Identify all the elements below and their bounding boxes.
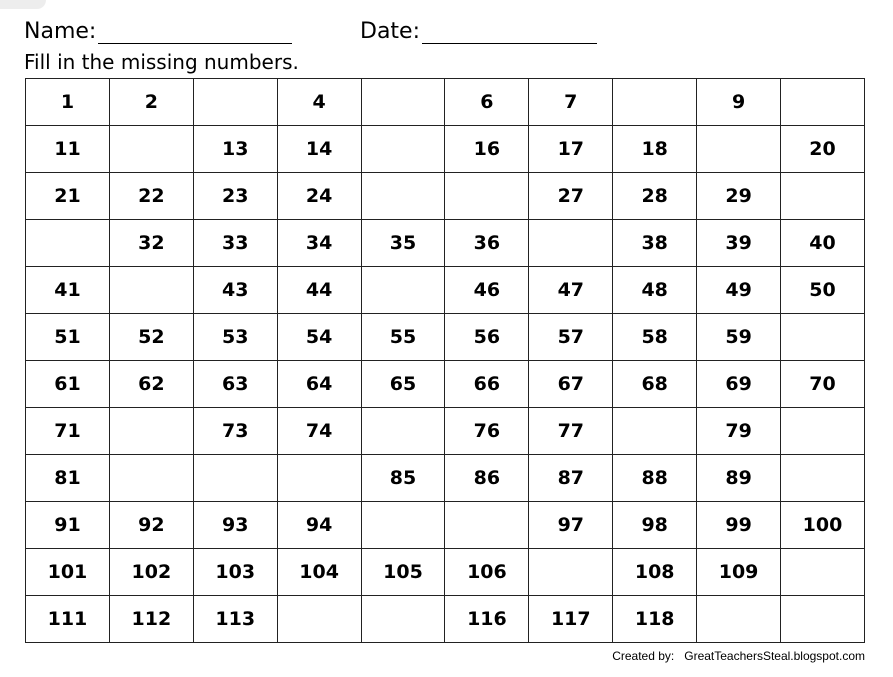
grid-cell-blank[interactable]: [361, 126, 445, 173]
grid-cell: 108: [613, 549, 697, 596]
grid-cell: 52: [109, 314, 193, 361]
grid-row: [26, 173, 865, 220]
grid-cell: 116: [445, 596, 529, 643]
grid-cell: 58: [613, 314, 697, 361]
grid-cell: 57: [529, 314, 613, 361]
grid-cell: 104: [277, 549, 361, 596]
grid-cell: 44: [277, 267, 361, 314]
grid-cell: 101: [26, 549, 110, 596]
grid-cell: 34: [277, 220, 361, 267]
grid-cell: 71: [26, 408, 110, 455]
grid-cell-blank[interactable]: [613, 79, 697, 126]
grid-cell: 33: [193, 220, 277, 267]
grid-cell: 11: [26, 126, 110, 173]
grid-cell-blank[interactable]: [109, 126, 193, 173]
grid-cell: 62: [109, 361, 193, 408]
grid-cell: 117: [529, 596, 613, 643]
grid-cell-blank[interactable]: [26, 220, 110, 267]
grid-cell-blank[interactable]: [361, 173, 445, 220]
name-field[interactable]: [24, 20, 292, 44]
grid-cell: 49: [697, 267, 781, 314]
grid-row: [26, 79, 865, 126]
grid-cell: 102: [109, 549, 193, 596]
corner-tab-decoration: [0, 0, 46, 9]
grid-cell-blank[interactable]: [529, 220, 613, 267]
grid-cell: 111: [26, 596, 110, 643]
grid-cell: 27: [529, 173, 613, 220]
grid-cell: 74: [277, 408, 361, 455]
grid-cell-blank[interactable]: [109, 267, 193, 314]
grid-cell-blank[interactable]: [781, 173, 865, 220]
grid-cell-blank[interactable]: [277, 455, 361, 502]
grid-cell: 99: [697, 502, 781, 549]
grid-cell: 67: [529, 361, 613, 408]
grid-cell: 70: [781, 361, 865, 408]
grid-cell: 103: [193, 549, 277, 596]
grid-cell-blank[interactable]: [361, 408, 445, 455]
grid-cell: 21: [26, 173, 110, 220]
grid-cell: 2: [109, 79, 193, 126]
grid-cell: 97: [529, 502, 613, 549]
grid-cell: 118: [613, 596, 697, 643]
name-blank-line[interactable]: [98, 21, 292, 44]
grid-cell: 22: [109, 173, 193, 220]
grid-cell-blank[interactable]: [781, 596, 865, 643]
grid-row: [26, 361, 865, 408]
grid-cell: 106: [445, 549, 529, 596]
grid-cell: 66: [445, 361, 529, 408]
grid-row: [26, 314, 865, 361]
number-grid: [25, 78, 865, 643]
grid-cell: 69: [697, 361, 781, 408]
grid-cell-blank[interactable]: [781, 314, 865, 361]
grid-cell: 77: [529, 408, 613, 455]
grid-cell: 28: [613, 173, 697, 220]
grid-row: [26, 126, 865, 173]
grid-cell: 36: [445, 220, 529, 267]
grid-cell: 88: [613, 455, 697, 502]
grid-cell: 98: [613, 502, 697, 549]
grid-row: [26, 220, 865, 267]
grid-cell: 68: [613, 361, 697, 408]
credit-site: GreatTeachersSteal.blogspot.com: [684, 649, 865, 663]
grid-cell: 48: [613, 267, 697, 314]
grid-cell-blank[interactable]: [361, 502, 445, 549]
grid-cell: 17: [529, 126, 613, 173]
instructions-text: Fill in the missing numbers.: [24, 50, 299, 74]
grid-cell-blank[interactable]: [109, 408, 193, 455]
grid-cell: 87: [529, 455, 613, 502]
date-blank-line[interactable]: [422, 21, 597, 44]
grid-cell: 86: [445, 455, 529, 502]
grid-cell-blank[interactable]: [781, 549, 865, 596]
grid-cell: 93: [193, 502, 277, 549]
grid-cell: 13: [193, 126, 277, 173]
grid-row: [26, 455, 865, 502]
grid-cell: 94: [277, 502, 361, 549]
date-field[interactable]: [360, 20, 597, 44]
grid-cell: 113: [193, 596, 277, 643]
grid-cell-blank[interactable]: [529, 549, 613, 596]
grid-cell-blank[interactable]: [445, 502, 529, 549]
grid-cell: 92: [109, 502, 193, 549]
grid-cell: 20: [781, 126, 865, 173]
grid-cell-blank[interactable]: [445, 173, 529, 220]
grid-cell: 23: [193, 173, 277, 220]
grid-cell: 24: [277, 173, 361, 220]
grid-cell: 38: [613, 220, 697, 267]
grid-cell: 7: [529, 79, 613, 126]
grid-cell: 54: [277, 314, 361, 361]
grid-cell-blank[interactable]: [277, 596, 361, 643]
grid-cell: 1: [26, 79, 110, 126]
grid-row: [26, 502, 865, 549]
grid-cell-blank[interactable]: [193, 455, 277, 502]
grid-cell-blank[interactable]: [613, 408, 697, 455]
date-label: Date:: [360, 19, 420, 44]
grid-cell: 40: [781, 220, 865, 267]
grid-cell: 53: [193, 314, 277, 361]
grid-cell: 32: [109, 220, 193, 267]
grid-cell: 6: [445, 79, 529, 126]
grid-cell: 43: [193, 267, 277, 314]
grid-row: [26, 267, 865, 314]
grid-cell-blank[interactable]: [781, 455, 865, 502]
grid-cell: 39: [697, 220, 781, 267]
grid-cell-blank[interactable]: [697, 596, 781, 643]
grid-cell: 46: [445, 267, 529, 314]
grid-cell-blank[interactable]: [361, 79, 445, 126]
grid-cell-blank[interactable]: [361, 596, 445, 643]
grid-cell-blank[interactable]: [781, 408, 865, 455]
grid-cell: 59: [697, 314, 781, 361]
grid-cell: 81: [26, 455, 110, 502]
header-fields: [24, 20, 624, 46]
grid-cell: 61: [26, 361, 110, 408]
grid-cell-blank[interactable]: [193, 79, 277, 126]
credit-line: [612, 649, 865, 663]
grid-cell: 91: [26, 502, 110, 549]
grid-cell: 18: [613, 126, 697, 173]
grid-cell: 89: [697, 455, 781, 502]
grid-cell: 76: [445, 408, 529, 455]
grid-cell-blank[interactable]: [781, 79, 865, 126]
grid-cell: 16: [445, 126, 529, 173]
grid-cell: 112: [109, 596, 193, 643]
grid-cell: 4: [277, 79, 361, 126]
grid-row: [26, 408, 865, 455]
grid-cell: 55: [361, 314, 445, 361]
grid-cell: 100: [781, 502, 865, 549]
grid-cell: 35: [361, 220, 445, 267]
grid-cell: 50: [781, 267, 865, 314]
grid-cell-blank[interactable]: [109, 455, 193, 502]
grid-cell: 65: [361, 361, 445, 408]
grid-cell-blank[interactable]: [697, 126, 781, 173]
grid-cell: 79: [697, 408, 781, 455]
credit-label: Created by:: [612, 649, 675, 663]
grid-row: [26, 596, 865, 643]
grid-row: [26, 549, 865, 596]
grid-cell: 63: [193, 361, 277, 408]
grid-cell: 47: [529, 267, 613, 314]
grid-cell-blank[interactable]: [361, 267, 445, 314]
grid-cell: 73: [193, 408, 277, 455]
grid-cell: 51: [26, 314, 110, 361]
grid-cell: 109: [697, 549, 781, 596]
grid-cell: 85: [361, 455, 445, 502]
grid-cell: 56: [445, 314, 529, 361]
grid-cell: 105: [361, 549, 445, 596]
grid-cell: 9: [697, 79, 781, 126]
grid-cell: 14: [277, 126, 361, 173]
name-label: Name:: [24, 19, 97, 44]
grid-cell: 64: [277, 361, 361, 408]
grid-cell: 41: [26, 267, 110, 314]
grid-cell: 29: [697, 173, 781, 220]
